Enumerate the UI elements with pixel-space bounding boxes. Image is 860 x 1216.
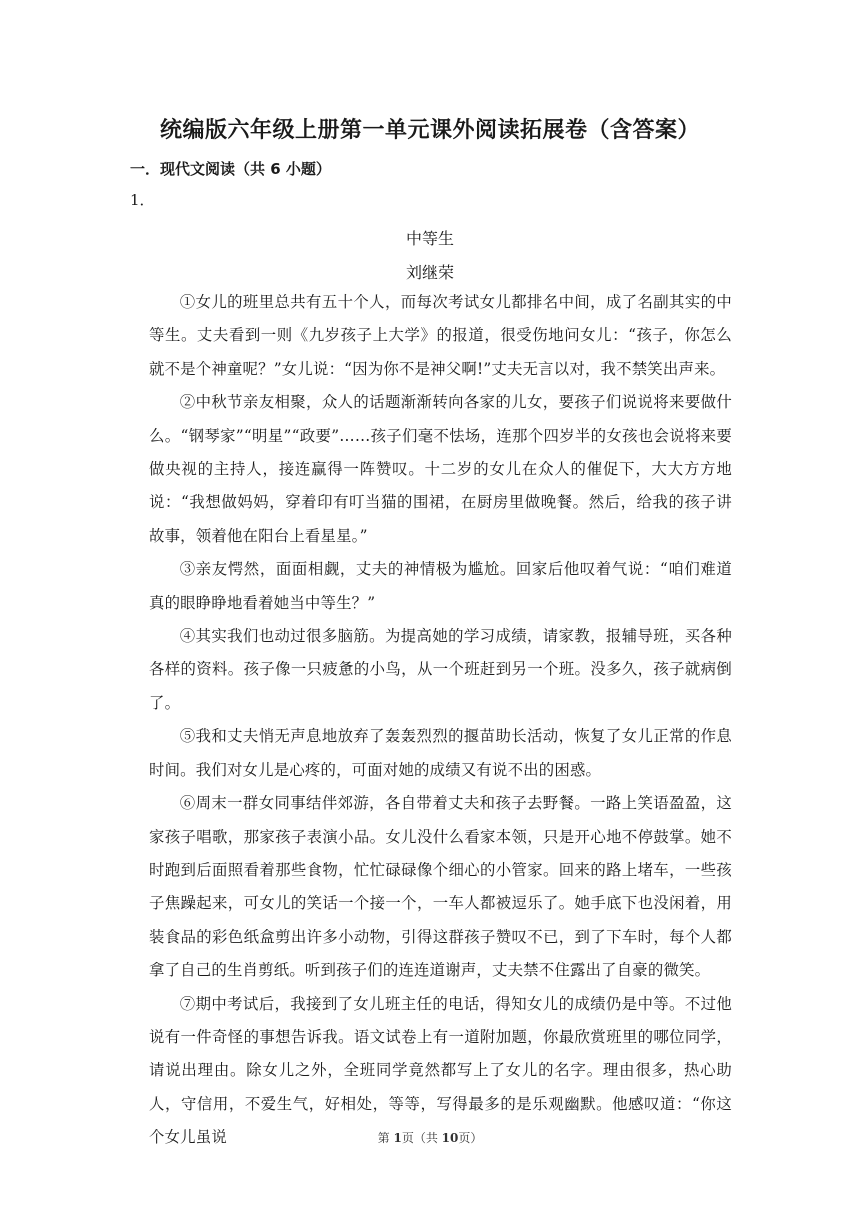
footer-middle: 页（共: [401, 1131, 442, 1145]
paragraph-4: ④其实我们也动过很多脑筋。为提高她的学习成绩，请家教，报辅导班，买各种各样的资料。孩子像一只疲惫的小鸟，从一个班赶到另一个班。没多久，孩子就病倒了。: [149, 627, 732, 712]
paragraph-6: ⑥周末一群女同事结伴郊游，各自带着丈夫和孩子去野餐。一路上笑语盈盈，这家孩子唱歌，那家孩子表演小品。女儿没什么看家本领，只是开心地不停鼓掌。她不时跑到后面照看着那些食物，忙忙碌碌像个细心的小管家。回来的路上堵车，一些孩子焦躁起来，可女儿的笑话一个接一个，一车人都被逗乐了。她手底下也没闲着，用装食品的彩色纸盒剪出许多小动物，引得这群孩子赞叹不已，到了下车时，每个人都拿了自己的生肖剪纸。听到孩子们的连连道谢声，丈夫禁不住露出了自豪的微笑。: [149, 794, 732, 980]
section-heading: 一．现代文阅读（共 6 小题）: [130, 160, 331, 178]
paragraph-7: ⑦期中考试后，我接到了女儿班主任的电话，得知女儿的成绩仍是中等。不过他说有一件奇怪的事想告诉我。语文试卷上有一道附加题，你最欣赏班里的哪位同学，请说出理由。除女儿之外，全班同学竟然都写上了女儿的名字。理由很多，热心助人，守信用，不爱生气，好相处，等等，写得最多的是乐观幽默。他感叹道：“你这个女儿虽说: [149, 994, 732, 1147]
paragraph-3: ③亲友愕然，面面相觑，丈夫的神情极为尴尬。回家后他叹着气说：“咱们难道真的眼睁睁地看着她当中等生？”: [149, 560, 732, 612]
article-author: 刘继荣: [405, 263, 454, 282]
footer-total-pages: 10: [441, 1131, 459, 1145]
footer-prefix: 第: [377, 1131, 394, 1145]
paragraph-1: ①女儿的班里总共有五十个人，而每次考试女儿都排名中间，成了名副其实的中等生。丈夫看到一则《九岁孩子上大学》的报道，很受伤地问女儿：“孩子，你怎么就不是个神童呢？”女儿说：“因为你不是神父啊!”丈夫无言以对，我不禁笑出声来。: [149, 293, 732, 378]
footer-page-number: 1: [393, 1131, 402, 1145]
document-title: 统编版六年级上册第一单元课外阅读拓展卷（含答案）: [159, 117, 700, 143]
article-title: 中等生: [405, 229, 454, 248]
footer-suffix: 页）: [458, 1131, 483, 1145]
article-body: [149, 286, 732, 1155]
question-number: 1．: [130, 191, 155, 209]
paragraph-2: ②中秋节亲友相聚，众人的话题渐渐转向各家的儿女，要孩子们说说将来要做什么。“钢琴家”“明星”“政要”……孩子们毫不怯场，连那个四岁半的女孩也会说将来要做央视的主持人，接连赢得一阵赞叹。十二岁的女儿在众人的催促下，大大方方地说：“我想做妈妈，穿着印有叮当猫的围裙，在厨房里做晚餐。然后，给我的孩子讲故事，领着他在阳台上看星星。”: [149, 393, 732, 545]
paragraph-5: ⑤我和丈夫悄无声息地放弃了轰轰烈烈的揠苗助长活动，恢复了女儿正常的作息时间。我们对女儿是心疼的，可面对她的成绩又有说不出的困惑。: [149, 727, 732, 779]
page-footer: [0, 1129, 860, 1146]
